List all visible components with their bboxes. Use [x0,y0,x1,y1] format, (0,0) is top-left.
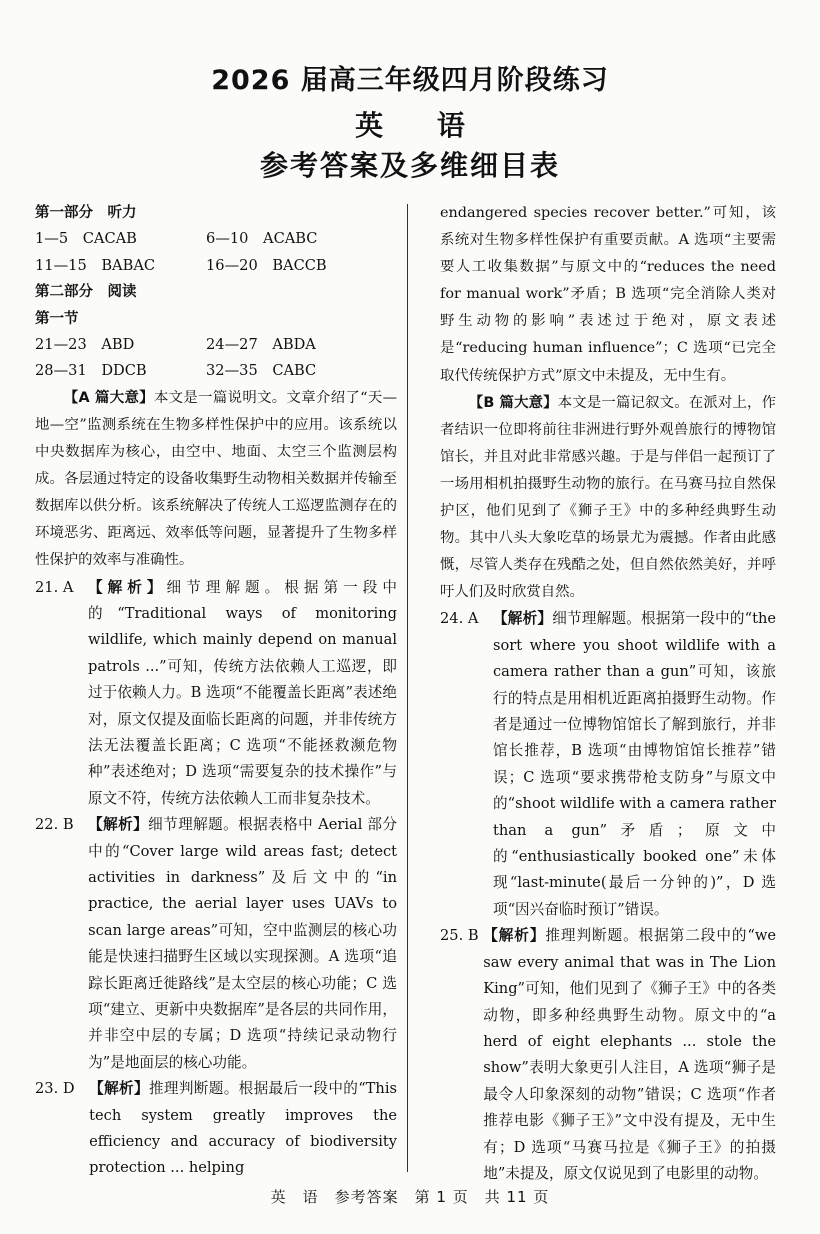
page-subtitle: 参考答案及多维细目表 [259,149,560,182]
passage-a-summary [35,385,397,575]
passage-b-summary [440,390,776,607]
answer-row [35,332,397,358]
answer-explanation [35,812,397,1076]
answer-group: 11—15 BABAC [35,256,156,274]
answer-row [35,358,397,384]
subject-title: 英 语 [355,109,487,142]
answer-explanation [35,575,397,813]
passage-a-tag: 【A 篇大意】 [63,389,154,406]
item-number: 21. A [35,578,88,596]
analysis-tag: 【解析】 [87,578,167,596]
answer-group: 1—5 CACAB [35,230,137,248]
left-column [35,200,397,1182]
answer-explanation [35,1076,397,1182]
answer-explanation [440,606,776,923]
answer-row [35,253,397,279]
analysis-text: 细节理解题。根据第一段中的“the sort where you shoot wildlife with a camera rather than a gun”可知，该旅行的特点是用相机近距离拍摄野生动物。作者是通过一位博物馆馆长了解到旅行，并非馆长推荐，B 选项“由博物馆馆长推荐”错误；C 选项“要求携带枪支防身”与原文中的“shoot wildlife with a camera rather than a gun”矛盾；原文中的“enthusiastically booked one”未体现“last-minute(最后一分钟的)”，D 选项“因兴奋临时预订”错误。 [492,610,776,918]
analysis-tag: 【解析】 [89,1080,149,1098]
answer-group: 24—27 ABDA [206,336,316,354]
answer-group: 16—20 BACCB [206,256,327,274]
item-number: 22. B [35,816,89,834]
passage-b-tag: 【B 篇大意】 [468,394,558,411]
analysis-text: 细节理解题。根据表格中 Aerial 部分中的“Cover large wild areas fast; detect activities in darkness”及后文中的“in practice, the aerial layer uses UAVs to scan large areas”可知，空中监测层的核心功能是快速扫描野生区域以实现探测。A 选项“追踪长距离迁徙路线”是太空层的核心功能；C 选项“建立、更新中央数据库”是各层的共同作用，并非空中层的专属；D 选项“持续记录动物行为”是地面层的核心功能。 [88,816,397,1071]
continued-text: endangered species recover better.”可知，该系统对生物多样性保护有重要贡献。A 选项“主要需要人工收集数据”与原文中的“reduces the need for manual work”矛盾；B 选项“完全消除人类对野生动物的影响”表述过于绝对，原文表述是“reducing human influence”；C 选项“已完全取代传统保护方式”原文中未提及，无中生有。 [440,205,776,384]
answer-group: 32—35 CABC [206,362,317,380]
page-footer: 英 语 参考答案 第 1 页 共 11 页 [270,1188,550,1206]
analysis-text: 细节理解题。根据第一段中的“Traditional ways of monitoring wildlife, which mainly depend on manual patrols ...”可知，传统方法依赖人工巡逻，即过于依赖人力。B 选项“不能覆盖长距离”表述绝对，原文仅提及面临长距离的问题，并非传统方法无法覆盖长距离；C 选项“不能拯救濒危物种”表述绝对；D 选项“需要复杂的技术操作”与原文不符，传统方法依赖人工而非复杂技术。 [87,578,397,807]
page-title: 2026 届高三年级四月阶段练习 [211,65,609,96]
analysis-tag: 【解析】 [483,927,546,945]
item-number: 24. A [440,610,493,628]
item-number: 23. D [35,1080,90,1098]
passage-b-text: 本文是一篇记叙文。在派对上，作者结识一位即将前往非洲进行野外观兽旅行的博物馆馆长，并且对此非常感兴趣。于是与伴侣一起预订了一场用相机拍摄野生动物的旅行。在马赛马拉自然保护区，他们见到了《狮子王》中的多种经典野生动物。其中八头大象吃草的场景尤为震撼。作者由此感慨，尽管人类存在残酷之处，但自然依然美好，并呼吁人们及时欣赏自然。 [440,394,776,601]
answer-group: 28—31 DDCB [35,362,147,380]
right-column [440,200,776,1187]
analysis-text: 推理判断题。根据第二段中的“we saw every animal that was in The Lion King”可知，他们见到了《狮子王》中的各类动物，即多种经典野生动物。原文中的“a herd of eight elephants ... stole the show”表明大象更引人注目，A 选项“狮子是最令人印象深刻的动物”错误；C 选项“作者推荐电影《狮子王》”文中没有提及，无中生有；D 选项“马赛马拉是《狮子王》的拍摄地”未提及，原文仅说见到了电影里的动物。 [483,927,776,1182]
answer-group: 6—10 ACABC [206,230,318,248]
section-heading: 第一节 [35,310,79,327]
answer-explanation [440,923,776,1187]
answer-row [35,226,397,252]
analysis-tag: 【解析】 [492,610,553,628]
column-divider [407,204,408,1172]
answer-group: 21—23 ABD [35,336,135,354]
part1-heading: 第一部分 听力 [35,205,137,221]
item-number: 25. B [440,927,484,945]
analysis-text: 推理判断题。根据最后一段中的“This tech system greatly improves the efficiency and accuracy of biodiversity protection ... helping [89,1080,397,1177]
passage-a-text: 本文是一篇说明文。文章介绍了“天—地—空”监测系统在生物多样性保护中的应用。该系统以中央数据库为核心，由空中、地面、太空三个监测层构成。各层通过特定的设备收集野生动物相关数据并传输至数据库以供分析。该系统解决了传统人工巡逻监测存在的环境恶劣、距离远、效率低等问题，显著提升了生物多样性保护的效率与准确性。 [35,389,398,569]
part2-heading: 第二部分 阅读 [35,284,137,301]
analysis-tag: 【解析】 [88,816,149,834]
